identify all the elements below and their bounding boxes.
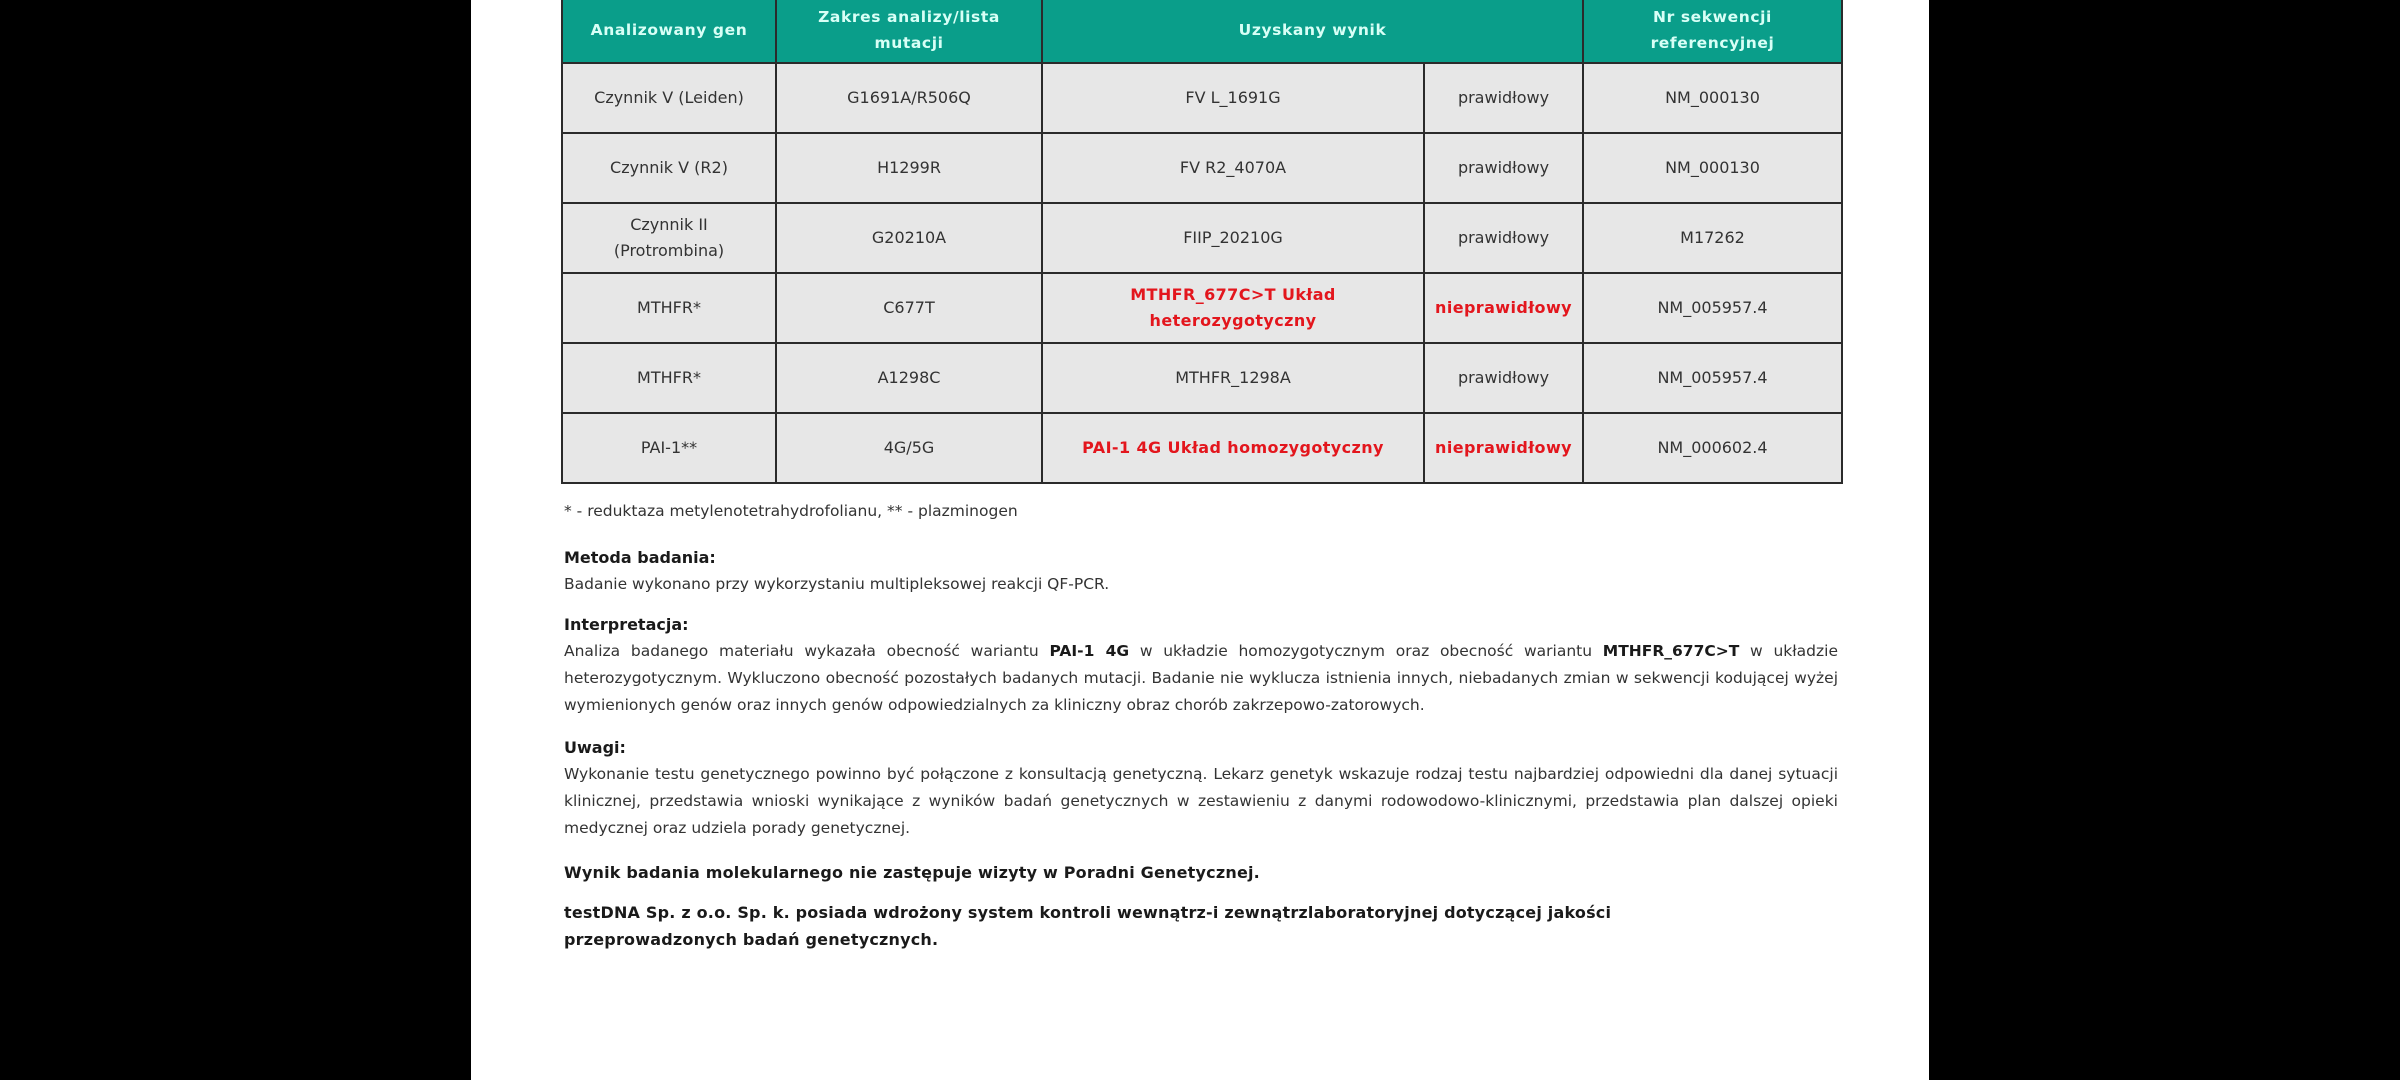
cell-result: MTHFR_1298A xyxy=(1042,343,1424,413)
cell-status: prawidłowy xyxy=(1424,63,1583,133)
method-title: Metoda badania: xyxy=(564,548,716,567)
genetic-results-table xyxy=(561,0,1843,484)
cell-range: G20210A xyxy=(776,203,1042,273)
cell-range: C677T xyxy=(776,273,1042,343)
interpretation-text xyxy=(564,638,1838,719)
cell-result: FV R2_4070A xyxy=(1042,133,1424,203)
cell-gene: MTHFR* xyxy=(562,273,776,343)
header-range: Zakres analizy/lista mutacji xyxy=(776,0,1042,63)
table-row xyxy=(562,413,1842,483)
interpretation-section xyxy=(564,612,1838,719)
remarks-section xyxy=(564,735,1838,842)
cell-status: prawidłowy xyxy=(1424,133,1583,203)
quality-text: testDNA Sp. z o.o. Sp. k. posiada wdrożony system kontroli wewnątrz-i zewnątrzlaboratoryjnej dotyczącej jakości przeprowadzonych badań genetycznych. xyxy=(564,903,1612,949)
interpretation-part: Analiza badanego materiału wykazała obecność wariantu xyxy=(564,642,1050,660)
cell-gene: Czynnik V (R2) xyxy=(562,133,776,203)
cell-reference: NM_005957.4 xyxy=(1583,273,1842,343)
interpretation-part: w układzie homozygotycznym oraz obecność wariantu xyxy=(1129,642,1603,660)
table-row xyxy=(562,343,1842,413)
table-row xyxy=(562,63,1842,133)
cell-range: 4G/5G xyxy=(776,413,1042,483)
table-header-row xyxy=(562,0,1842,63)
table-row xyxy=(562,203,1842,273)
interpretation-title: Interpretacja: xyxy=(564,615,689,634)
cell-status: prawidłowy xyxy=(1424,203,1583,273)
header-reference: Nr sekwencji referencyjnej xyxy=(1583,0,1842,63)
remarks-text: Wykonanie testu genetycznego powinno być połączone z konsultacją genetyczną. Lekarz genetyk wskazuje rodzaj testu najbardziej odpowiedni dla danej sytuacji klinicznej, przedstawia wnioski wynikające z wyników badań genetycznych w zestawieniu z danymi rodowodowo-klinicznymi, przedstawia plan dalszej opieki medycznej oraz udziela porady genetycznej. xyxy=(564,765,1838,837)
cell-reference: M17262 xyxy=(1583,203,1842,273)
cell-reference: NM_000130 xyxy=(1583,63,1842,133)
table-footnote: * - reduktaza metylenotetrahydrofolianu, ** - plazminogen xyxy=(564,502,1018,520)
header-result: Uzyskany wynik xyxy=(1042,0,1583,63)
cell-gene: Czynnik II (Protrombina) xyxy=(562,203,776,273)
interpretation-part: w układzie heterozygotycznym. Wykluczono obecność pozostałych badanych mutacji. Badanie nie wyklucza istnienia innych, niebadanych zmian w sekwencji kodującej wyżej wymienionych genów oraz innych genów odpowiedzialnych za kliniczny obraz chorób zakrzepowo-zatorowych. xyxy=(564,642,1838,714)
cell-gene: PAI-1** xyxy=(562,413,776,483)
interpretation-variant-pai1: PAI-1 4G xyxy=(1049,642,1130,660)
cell-result: FV L_1691G xyxy=(1042,63,1424,133)
cell-result: MTHFR_677C>T Układ heterozygotyczny xyxy=(1042,273,1424,343)
cell-result: PAI-1 4G Układ homozygotyczny xyxy=(1042,413,1424,483)
cell-range: A1298C xyxy=(776,343,1042,413)
interpretation-variant-mthfr: MTHFR_677C>T xyxy=(1602,642,1740,660)
method-text: Badanie wykonano przy wykorzystaniu multipleksowej reakcji QF-PCR. xyxy=(564,575,1110,593)
cell-reference: NM_005957.4 xyxy=(1583,343,1842,413)
remarks-title: Uwagi: xyxy=(564,738,626,757)
cell-status: nieprawidłowy xyxy=(1424,413,1583,483)
cell-result: FIIP_20210G xyxy=(1042,203,1424,273)
document-page xyxy=(471,0,1929,1080)
cell-gene: MTHFR* xyxy=(562,343,776,413)
cell-status: nieprawidłowy xyxy=(1424,273,1583,343)
table-row xyxy=(562,273,1842,343)
table-row xyxy=(562,133,1842,203)
method-section xyxy=(564,545,1838,598)
cell-range: G1691A/R506Q xyxy=(776,63,1042,133)
cell-range: H1299R xyxy=(776,133,1042,203)
cell-gene: Czynnik V (Leiden) xyxy=(562,63,776,133)
notice-text: Wynik badania molekularnego nie zastępuje wizyty w Poradni Genetycznej. xyxy=(564,863,1260,882)
cell-reference: NM_000130 xyxy=(1583,133,1842,203)
cell-status: prawidłowy xyxy=(1424,343,1583,413)
header-gene: Analizowany gen xyxy=(562,0,776,63)
cell-reference: NM_000602.4 xyxy=(1583,413,1842,483)
